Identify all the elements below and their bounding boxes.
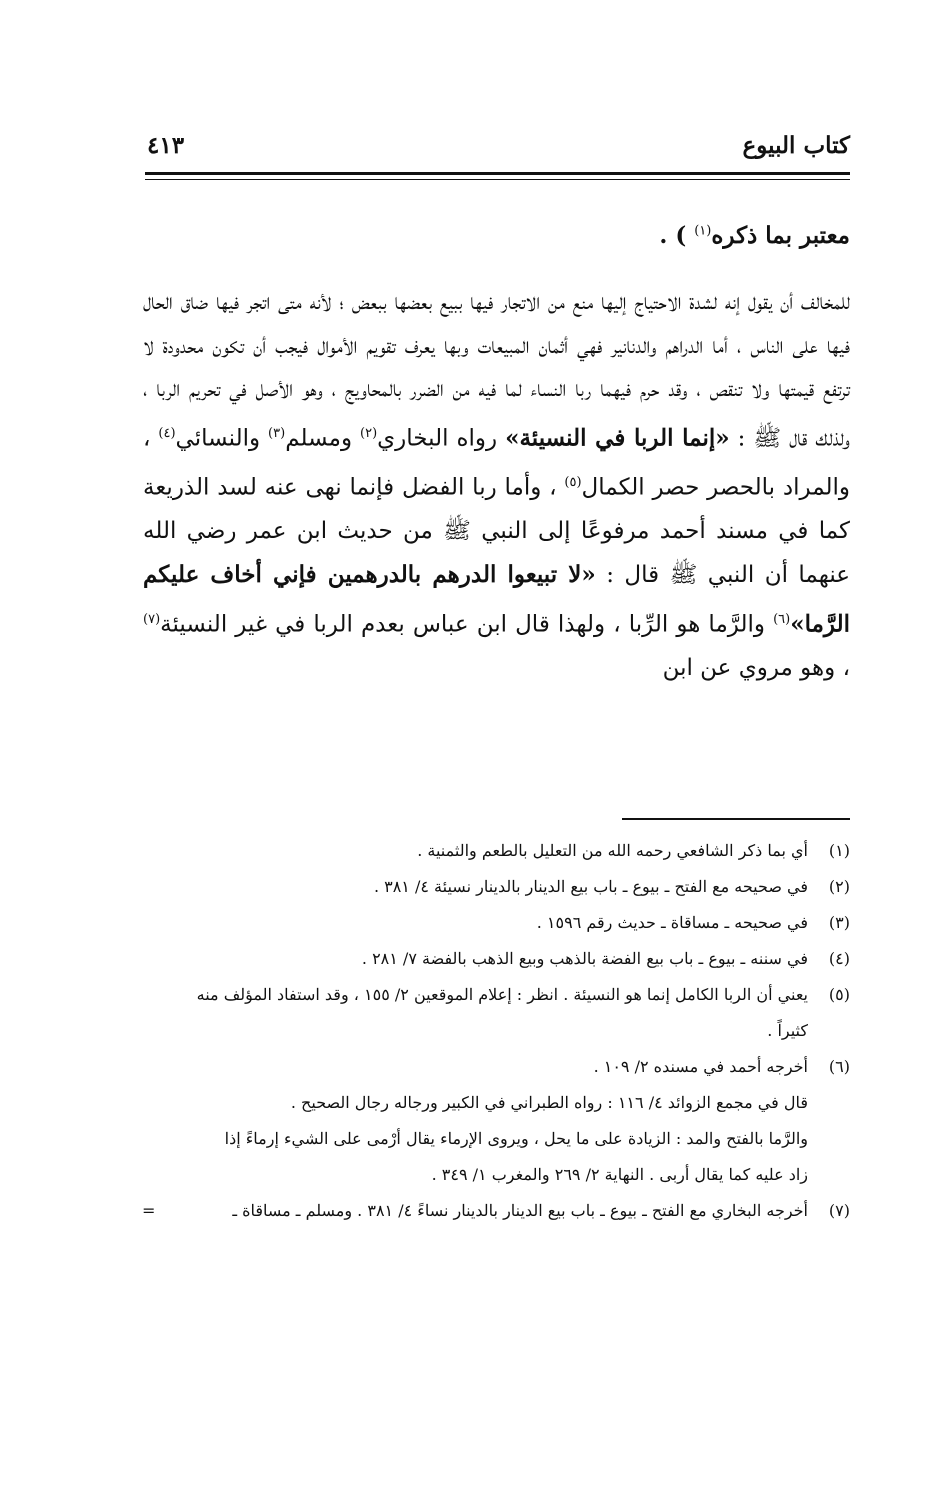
footnote-number: (٦) <box>828 1057 850 1076</box>
hadith-quote: «لا تبيعوا الدرهم بالدرهمين فإني أخاف عليكم الرَّما» <box>143 561 850 638</box>
page-number: ٤١٣ <box>147 132 185 159</box>
running-title: كتاب البيوع <box>742 132 850 159</box>
footnote-text: في صحيحه ـ مساقاة ـ حديث رقم ١٥٩٦ . <box>536 913 808 932</box>
footnote-ref: (٧) <box>143 611 161 627</box>
footnote-ref: (٦) <box>773 611 791 627</box>
footnote-ref: (٣) <box>268 425 286 441</box>
header-rule-thin <box>145 179 850 180</box>
footnote-ref: (٥) <box>564 474 582 490</box>
para-text: ، وهو مروي عن ابن <box>662 654 850 681</box>
para-text: ، والمراد بالحصر حصر الكمال <box>143 425 850 501</box>
footnotes <box>140 833 850 1229</box>
footnote-text: أخرجه البخاري مع الفتح ـ بيوع ـ باب بيع الدينار بالدينار نساءً ٤/ ٣٨١ . ومسلم ـ مساقاة ـ <box>232 1201 808 1220</box>
header-rule-thick <box>145 172 850 175</box>
footnote-number: (٤) <box>828 949 850 968</box>
footnote-text: أخرجه أحمد في مسنده ٢/ ١٠٩ . <box>593 1057 808 1076</box>
lead-line <box>659 222 850 249</box>
footnote-separator <box>622 818 850 820</box>
footnote-text: كثيراً . <box>767 1021 808 1040</box>
footnote-ref: (٤) <box>158 425 176 441</box>
footnote-text: زاد عليه كما يقال أربى . النهاية ٢/ ٢٦٩ والمغرب ١/ ٣٤٩ . <box>431 1165 808 1184</box>
footnote-text: يعني أن الربا الكامل إنما هو النسيئة . انظر : إعلام الموقعين ٢/ ١٥٥ ، وقد استفاد المؤلف منه <box>196 985 808 1004</box>
footnote-ref: (١) <box>694 223 712 239</box>
continuation-marker: = <box>142 1201 156 1220</box>
para-text: ، وأما ربا الفضل فإنما نهى عنه لسد الذريعة كما في مسند أحمد مرفوعًا إلى النبي ﷺ من حديث ابن عمر رضي الله عنهما أن النبي ﷺ قال : <box>143 474 850 589</box>
footnote-number: (٣) <box>828 913 850 932</box>
footnote-text: والرَّما بالفتح والمد : الزيادة على ما يحل ، ويروى الإرماء يقال أرْمى على الشيء إرماءً إذا <box>224 1129 808 1148</box>
footnote-7 <box>140 1193 850 1229</box>
main-paragraph <box>143 281 850 690</box>
para-text: والرَّما هو الرِّبا ، ولهذا قال ابن عباس بعدم الربا في غير النسيئة <box>160 611 774 638</box>
footnote-3 <box>140 905 850 941</box>
hadith-quote: «إنما الربا في النسيئة» <box>505 424 730 452</box>
footnote-2 <box>140 869 850 905</box>
footnote-6 <box>140 1049 850 1193</box>
footnote-text: في صحيحه مع الفتح ـ بيوع ـ باب بيع الدينار بالدينار نسيئة ٤/ ٣٨١ . <box>373 877 808 896</box>
para-text: ومسلم <box>285 425 361 452</box>
footnote-number: (١) <box>828 841 850 860</box>
footnote-text: قال في مجمع الزوائد ٤/ ١١٦ : رواه الطبراني في الكبير ورجاله رجال الصحيح . <box>290 1093 808 1112</box>
footnote-ref: (٢) <box>360 425 378 441</box>
para-text: والنسائي <box>175 425 269 452</box>
footnote-text: في سننه ـ بيوع ـ باب بيع الفضة بالذهب وبيع الذهب بالفضة ٧/ ٢٨١ . <box>361 949 808 968</box>
para-text: للمخالف أن يقول إنه لشدة الاحتياج إليها منع من الاتجار فيها ببيع بعضها ببعض ؛ لأنه متى اتجر فيها ضاق الحال فيها على الناس ، أما الدراهم والدنانير فهي أثمان المبيعات وبها يعرف تقويم الأموال فيجب أن تكون محدودة لا ترتفع قيمتها ولا تنقص ، وقد حرم فيهما ربا النساء لما فيه من الضرر بالمحاويج ، وهو الأصل في تحريم الربا ، ولذلك قال ﷺ : <box>143 289 850 452</box>
para-text: رواه البخاري <box>377 425 506 452</box>
footnote-number: (٧) <box>828 1201 850 1220</box>
footnote-1 <box>140 833 850 869</box>
footnote-5 <box>140 977 850 1049</box>
footnote-number: (٢) <box>828 877 850 896</box>
footnote-number: (٥) <box>828 985 850 1004</box>
lead-closing: ) . <box>659 222 695 249</box>
footnote-4 <box>140 941 850 977</box>
page-header <box>145 132 850 168</box>
lead-text: معتبر بما ذكره <box>711 222 850 249</box>
footnote-text: أي بما ذكر الشافعي رحمه الله من التعليل بالطعم والثمنية . <box>417 841 808 860</box>
